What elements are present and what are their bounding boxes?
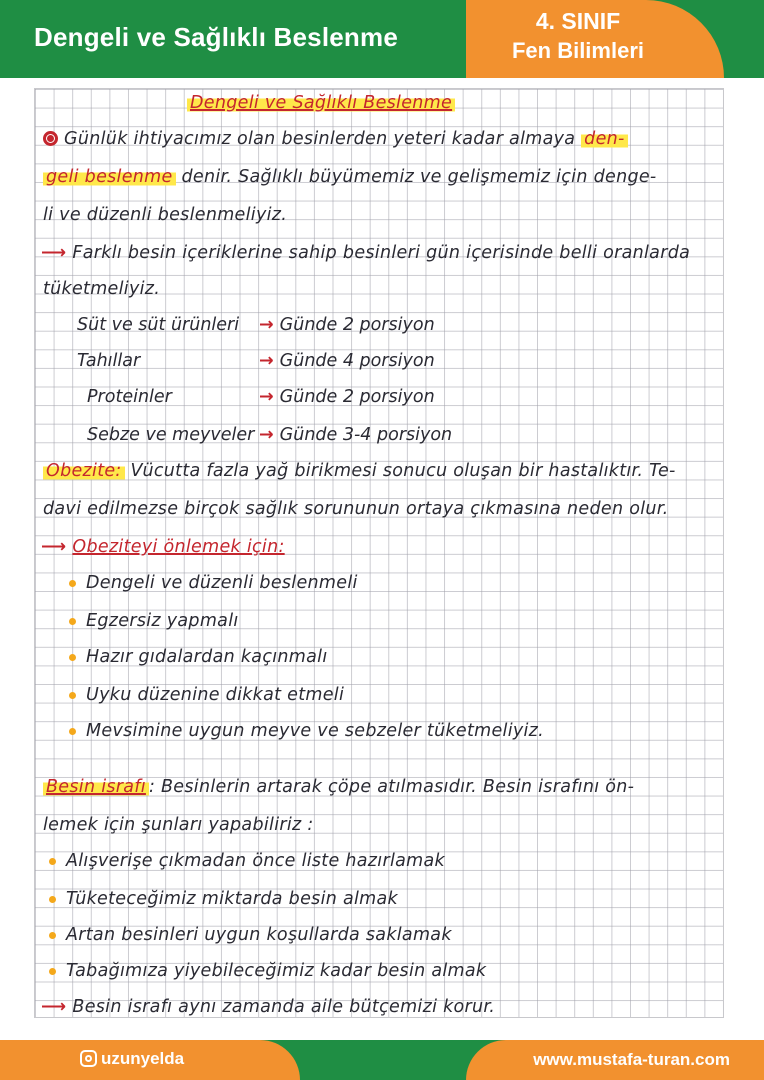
- prevent-item: Hazır gıdalardan kaçınmalı: [69, 647, 328, 667]
- key-term: Besin israfı: [43, 777, 149, 797]
- grade-label: 4. SINIF: [535, 8, 621, 34]
- prevent-item: Mevsimine uygun meyve ve sebzeler tüketmeliyiz.: [69, 721, 544, 741]
- ratio-line-1: ⟶ Farklı besin içeriklerine sahip besinleri gün içerisinde belli oranlarda: [41, 243, 691, 263]
- portion-amount: → Günde 2 porsiyon: [259, 315, 435, 335]
- arrow-right-icon: →: [259, 387, 274, 407]
- notes-title: Dengeli ve Sağlıklı Beslenme: [187, 93, 455, 113]
- bullet-icon: [69, 580, 76, 587]
- intro-line-2: geli beslenme denir. Sağlıklı büyümemiz ve gelişmemiz için denge-: [43, 167, 657, 187]
- key-term: den-: [581, 129, 627, 149]
- grade-badge: [466, 0, 724, 78]
- bullet-icon: [49, 858, 56, 865]
- bullet-icon: [49, 932, 56, 939]
- website-link[interactable]: www.mustafa-turan.com: [533, 1050, 730, 1069]
- ratio-line-2: tüketmeliyiz.: [43, 279, 161, 299]
- arrow-right-icon: ⟶: [41, 243, 67, 263]
- prevent-heading: ⟶ Obeziteyi önlemek için:: [41, 537, 285, 557]
- bullet-icon: [69, 654, 76, 661]
- portion-amount: → Günde 4 porsiyon: [259, 351, 435, 371]
- prevent-item: Egzersiz yapmalı: [69, 611, 239, 631]
- notebook-page: [34, 88, 724, 1018]
- waste-line-1: Besin israfı : Besinlerin artarak çöpe atılmasıdır. Besin israfını ön-: [43, 777, 634, 797]
- portion-food: Proteinler: [87, 387, 172, 407]
- bullet-icon: [49, 896, 56, 903]
- arrow-right-icon: →: [259, 351, 274, 371]
- portion-food: Sebze ve meyveler: [87, 425, 255, 445]
- arrow-right-icon: ⟶: [41, 537, 67, 557]
- bullet-icon: [43, 131, 58, 146]
- waste-item: Tüketeceğimiz miktarda besin almak: [49, 889, 398, 909]
- portion-amount: → Günde 3-4 porsiyon: [259, 425, 453, 445]
- bullet-icon: [69, 692, 76, 699]
- bullet-icon: [69, 728, 76, 735]
- page-title: Dengeli ve Sağlıklı Beslenme: [34, 22, 398, 52]
- portion-food: Süt ve süt ürünleri: [77, 315, 240, 335]
- waste-line-2: lemek için şunları yapabiliriz :: [43, 815, 314, 835]
- waste-item: Tabağımıza yiyebileceğimiz kadar besin almak: [49, 961, 486, 981]
- bullet-icon: [49, 968, 56, 975]
- portion-amount: → Günde 2 porsiyon: [259, 387, 435, 407]
- waste-item: Artan besinleri uygun koşullarda saklamak: [49, 925, 452, 945]
- portion-food: Tahıllar: [77, 351, 141, 371]
- prevent-item: Uyku düzenine dikkat etmeli: [69, 685, 344, 705]
- instagram-icon: [80, 1050, 97, 1067]
- intro-line-3: li ve düzenli beslenmeliyiz.: [43, 205, 288, 225]
- arrow-right-icon: →: [259, 425, 274, 445]
- waste-item: Alışverişe çıkmadan önce liste hazırlamak: [49, 851, 445, 871]
- intro-line-1: Günlük ihtiyacımız olan besinlerden yeteri kadar almaya den-: [43, 129, 628, 149]
- obesity-line-2: davi edilmezse birçok sağlık sorununun ortaya çıkmasına neden olur.: [43, 499, 669, 519]
- bullet-icon: [69, 618, 76, 625]
- key-term: Obezite:: [43, 461, 125, 481]
- subject-label: Fen Bilimleri: [511, 38, 645, 63]
- header-bar: [0, 0, 764, 78]
- waste-conclusion: ⟶ Besin israfı aynı zamanda aile bütçemizi korur.: [41, 997, 496, 1017]
- obesity-line-1: Obezite: Vücutta fazla yağ birikmesi sonucu oluşan bir hastalıktır. Te-: [43, 461, 676, 481]
- prevent-item: Dengeli ve düzenli beslenmeli: [69, 573, 358, 593]
- arrow-right-icon: →: [259, 315, 274, 335]
- instagram-handle[interactable]: uzunyelda: [80, 1049, 184, 1069]
- key-term: geli beslenme: [43, 167, 176, 187]
- arrow-right-icon: ⟶: [41, 997, 67, 1017]
